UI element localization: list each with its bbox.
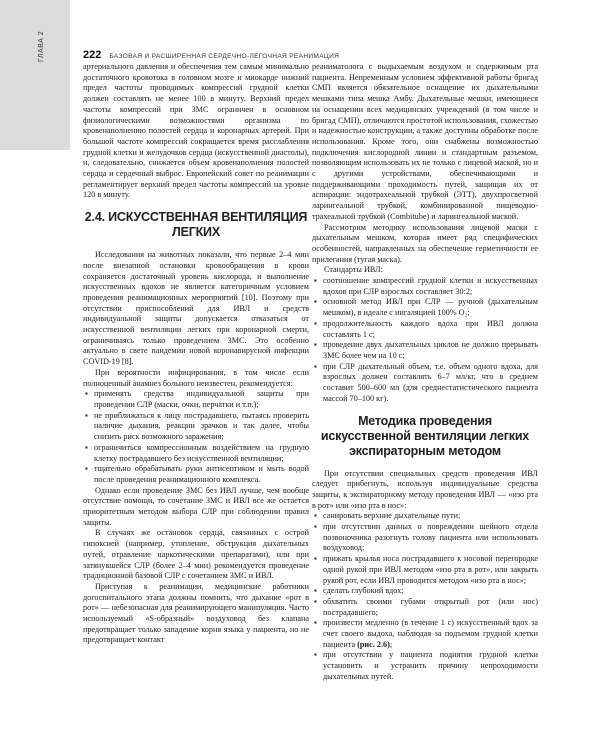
paragraph: При вероятности инфицирования, в том числе если полноценный анамнез больного неизвестен, рекомендуется: (83, 367, 309, 388)
step-text: произвести медленно (в течение 1 с) искусственный вдох за счет своего выдоха, наблюдая за подъемом грудной клетки пациента (323, 618, 538, 649)
section-heading: 2.4. ИСКУССТВЕННАЯ ВЕНТИЛЯЦИЯ ЛЕГКИХ (84, 210, 308, 240)
list-item: ▪ проведение двух дыхательных циклов не должно прерывать ЗМС более чем на 10 с; (312, 340, 538, 361)
right-column (312, 62, 538, 683)
steps-list (312, 511, 538, 682)
page-header (83, 45, 553, 59)
paragraph: реаниматолога с выдыхаемым воздухом и содержимым рта пациента. Непременным условием эффективной работы бригад СМП является обязательное оснащение их дыхательными мешками типа мешка Амбу. Дыхательные мешки, имеющиеся на оснащении всех медицинских учреждений (в том числе и бригад СМП), отличаются простотой использования, схожестью и надежностью конструкции, а также доступны обработке после использования. Кроме того, они снабжены возможностью подключения кислородной линии и стандартным разъемом, позволяющим использовать их не только с лицевой маской, но и с другими устройствами, обеспечивающими и поддерживающими проходимость путей, защищая их от аспирации: эндотрахеальной трубкой (ЭТТ), двухпросветной ларингеальной трубкой, комбинированной пищеводно-трахеальной трубкой (Combitube) и ларингеальной маской. (312, 62, 538, 221)
paragraph: При отсутствии специальных средств проведения ИВЛ следует прибегнуть, используя индивидуальные средства защиты, к экспираторному методу проведения ИВЛ — «изо рта в рот» или «изо рта в нос»: (312, 468, 538, 510)
list-item: ▪ при отсутствии у пациента поднятия грудной клетки установить и устранить причину непроходимости дыхательных путей. (312, 650, 538, 682)
left-column (83, 62, 309, 646)
list-item: ▪ применять средства индивидуальной защиты при проведении СЛР (маски, очки, перчатки и т.п.); (83, 389, 309, 410)
recommendation-list (83, 389, 309, 485)
paragraph: Однако если проведение ЗМС без ИВЛ лучше, чем вообще отсутствие помощи, то сочетание ЗМС и ИВЛ все же остается приоритетным методом выбора СЛР при соблюдении правил защиты. (83, 485, 309, 527)
chapter-side-tab (0, 0, 70, 150)
list-item: ▪ не приближаться к лицу пострадавшего, пытаясь проверить наличие дыхания, реакции зрачков и так далее, чтобы снизить риск возможного заражения; (83, 411, 309, 443)
list-item: ▪ тщательно обрабатывать руки антисептиком и мыть водой после проведения реанимационного комплекса. (83, 464, 309, 485)
standards-list (312, 276, 538, 404)
standards-title: Стандарты ИВЛ: (324, 265, 383, 275)
page-number: 222 (83, 49, 102, 61)
list-item: ▪ сделать глубокий вдох; (312, 586, 538, 597)
list-item: ▪ продолжительность каждого вдоха при ИВЛ должна составлять 1 с; (312, 319, 538, 340)
paragraph: Рассмотрим методику использования лицевой маски с дыхательным мешком, которая имеет ряд специфических особенностей, направленных на обеспечение герметичности ее прилегания (тугая маска). (312, 222, 538, 264)
list-item: ▪ соотношение компрессий грудной клетки и искусственных вдохов при СЛР взрослых составляет 30:2; (312, 276, 538, 297)
paragraph: Приступая к реанимации, медицинские работники догоспитального этапа должны помнить, что дыхание «рот в рот» — небезопасная для реанимирующего манипуляция. Часто используемый «S-образный» воздуховод без клапана предотвращает только западение корня языка у пациента, но не предотвращает контакт (83, 581, 309, 645)
subsection-heading: Методика проведения искусственной вентиляции легких экспираторным методом (320, 413, 530, 458)
paragraph: артериального давления и обеспечения тем самым минимально достаточного кровотока в головном мозге и миокарде нижний предел частоты проводимых компрессий грудной клетки должен составлять не менее 100 в минуту. Верхний предел частоты компрессий при ЗМС ограничен в основном физиологическими возможностями организма по кровенаполнению полостей сердца и коронарных артерий. При большой частоте компрессий сокращается время расслабления грудной клетки и желудочков сердца (искусственной диастолы), и, следовательно, снижается объем кровенаполнения полостей сердца и сердечный выброс. Европейский совет по реанимации регламентирует верхний предел частоты компрессий на уровне 120 в минуту. (83, 62, 309, 200)
list-item: ▪ прижать крылья носа пострадавшего к носовой перегородке одной рукой при ИВЛ методом «изо рта в рот», или закрыть рукой рот, если ИВЛ проводится методом «изо рта в нос»; (312, 554, 538, 586)
list-item: ▪ основной метод ИВЛ при СЛР — ручной (дыхательным мешком), в идеале с ингаляцией 100% O₂; (312, 297, 538, 318)
list-item: ▪ обхватить своими губами открытый рот (или нос) пострадавшего; (312, 597, 538, 618)
running-title: БАЗОВАЯ И РАСШИРЕННАЯ СЕРДЕЧНО-ЛЕГОЧНАЯ РЕАНИМАЦИЯ (109, 53, 340, 60)
list-item: ▪ при отсутствии данных о повреждении шейного отдела позвоночника разогнуть голову пациента или использовать воздуховод; (312, 522, 538, 554)
paragraph: В случаях же остановок сердца, связанных с острой гипоксией (например, утопление, обструкция дыхательных путей, отравление наркотическими препаратами), или при затянувшейся СЛР (более 2–4 мин) рекомендуется проведение традиционной базовой СЛР с сочетанием ЗМС и ИВЛ. (83, 528, 309, 581)
list-item: ▪ санировать верхние дыхательные пути; (312, 511, 538, 522)
list-item: ▪ при СЛР дыхательный объем, т.е. объем одного вдоха, для взрослых должен составлять 6–7 мл/кг, что в среднем составит 500–600 мл (для среднестатистического пациента массой 70–100 кг). (312, 362, 538, 405)
step-punct: ; (389, 639, 393, 649)
list-item: ▪ ограничиться компрессионным воздействием на грудную клетку пострадавшего без искусственной вентиляции; (83, 443, 309, 464)
list-item (312, 618, 538, 650)
chapter-label: ГЛАВА 2 (38, 30, 45, 62)
paragraph: Исследования на животных показали, что первые 2–4 мин после внезапной остановки кровообращения в крови сохраняется достаточный уровень кислорода, и выполнение искусственных вдохов не является категоричным условием проведения реанимационных мероприятий [10]. Поэтому при отсутствии приспособлений для ИВЛ и средств индивидуальной защиты допускается отказаться от искусственной вентиляции легких при коронарной смерти, ограничиваясь только проведением ЗМС. Это особенно актуально в свете пандемии новой коронавирусной инфекции COVID-19 [8]. (83, 250, 309, 367)
figure-reference[interactable]: (рис. 2.6) (357, 639, 390, 649)
